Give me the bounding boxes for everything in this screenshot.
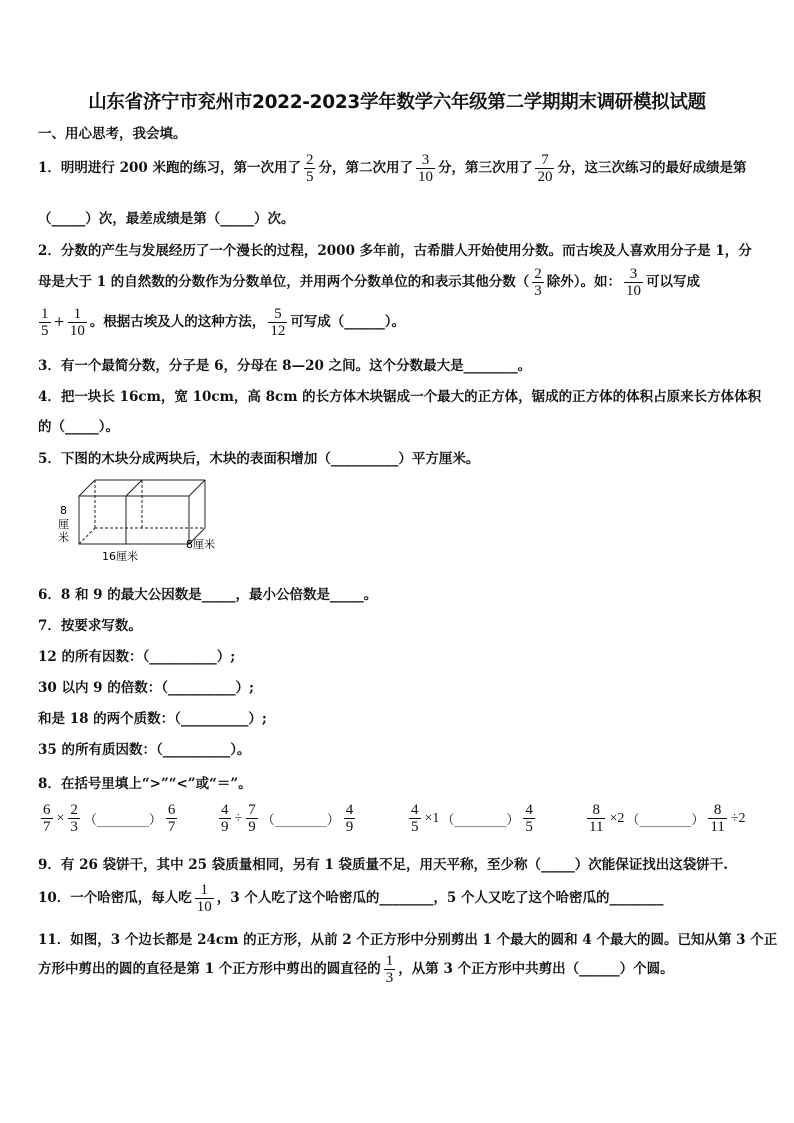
fraction: $\frac{2}{3}$ bbox=[534, 266, 542, 299]
question-11-line-1: 11．如图，3 个边长都是 24cm 的正方形，从前 2 个正方形中分别剪出 1 个最大的圆和 4 个最大的圆。已知从第 3 个正 bbox=[38, 932, 778, 948]
question-2-line-2: 母是大于 1 的自然数的分数作为分数单位，并用两个分数单位的和表示其他分数（ $\frac{2}{3}$ 除外）。如： $\frac{3}{10}$ 可以写成 bbox=[38, 266, 701, 299]
height-label: 米 bbox=[58, 531, 69, 544]
fraction: $\frac{5}{12}$ bbox=[270, 306, 286, 339]
height-label: 厘 bbox=[58, 518, 69, 531]
question-1-line-2: （_____）次，最差成绩是第（_____）次。 bbox=[38, 211, 295, 227]
fraction: $\frac{3}{10}$ bbox=[626, 266, 642, 299]
depth-label: 8厘米 bbox=[186, 538, 215, 551]
comparison-3: $\frac{4}{5}$ ×1 （________） $\frac{4}{5}$ bbox=[411, 802, 533, 835]
question-7-item: 35 的所有质因数：（__________）。 bbox=[38, 742, 251, 758]
fraction: $\frac{3}{10}$ bbox=[417, 152, 433, 185]
question-4-line-1: 4．把一块长 16cm，宽 10cm，高 8cm 的长方体木块锯成一个最大的正方体，锯成的正方体的体积占原来长方体体积 bbox=[38, 389, 762, 405]
fraction: $\frac{1}{3}$ bbox=[385, 953, 394, 986]
cuboid-figure bbox=[52, 474, 232, 566]
question-5: 5．下图的木块分成两块后，木块的表面积增加（__________）平方厘米。 bbox=[38, 451, 480, 467]
question-8-heading: 8．在括号里填上“>”“<”或“＝”。 bbox=[38, 776, 252, 792]
question-2-line-1: 2．分数的产生与发展经历了一个漫长的过程，2000 多年前，古希腊人开始使用分数。而古埃及人喜欢用分子是 1，分 bbox=[38, 243, 752, 259]
question-6: 6．8 和 9 的最大公因数是_____，最小公倍数是_____。 bbox=[38, 587, 378, 603]
question-4-line-2: 的（_____）。 bbox=[38, 419, 119, 435]
fraction: $\frac{1}{10}$ bbox=[69, 306, 85, 339]
comparison-2: $\frac{4}{9}$ ÷ $\frac{7}{9}$ （________） $\frac{4}{9}$ bbox=[221, 802, 354, 835]
question-7-item: 30 以内 9 的倍数：（__________）; bbox=[38, 680, 255, 696]
fraction: $\frac{1}{5}$ bbox=[41, 306, 49, 339]
fraction: $\frac{7}{20}$ bbox=[537, 152, 553, 185]
section-heading: 一、用心思考，我会填。 bbox=[38, 126, 187, 142]
question-2-line-3: $\frac{1}{5}$ + $\frac{1}{10}$ 。根据古埃及人的这种方法， $\frac{5}{12}$ 可写成（______）。 bbox=[41, 306, 406, 339]
question-7-item: 12 的所有因数：（__________）; bbox=[38, 649, 236, 665]
page-title: 山东省济宁市兖州市2022-2023学年数学六年级第二学期期末调研模拟试题 bbox=[88, 92, 706, 113]
fraction: $\frac{1}{10}$ bbox=[196, 882, 212, 915]
question-1-line-1: 1．明明进行 200 米跑的练习，第一次用了 $\frac{2}{5}$ 分，第二次用了 $\frac{3}{10}$ 分，第三次用了 $\frac{7}{20}$ 分，这三次练习的最好成绩是第 bbox=[38, 152, 747, 185]
question-9: 9．有 26 袋饼干，其中 25 袋质量相同，另有 1 袋质量不足，用天平称，至少称（_____）次能保证找出这袋饼干. bbox=[38, 857, 729, 873]
question-7-heading: 7．按要求写数。 bbox=[38, 618, 142, 634]
question-11-line-2: 方形中剪出的圆的直径是第 1 个正方形中剪出的圆直径的 $\frac{1}{3}$ ，从第 3 个正方形中共剪出（______）个圆。 bbox=[38, 953, 674, 986]
question-10: 10．一个哈密瓜，每人吃 $\frac{1}{10}$ ，3 个人吃了这个哈密瓜的________，5 个人又吃了这个哈密瓜的________ bbox=[38, 882, 664, 915]
comparison-4: $\frac{8}{11}$ ×2 （________） $\frac{8}{11}$ ÷2 bbox=[589, 802, 746, 835]
length-label: 16厘米 bbox=[102, 550, 138, 563]
question-7-item: 和是 18 的两个质数：（__________）; bbox=[38, 711, 267, 727]
question-3: 3．有一个最简分数，分子是 6，分母在 8—20 之间。这个分数最大是________。 bbox=[38, 358, 532, 374]
height-label: 8 bbox=[60, 504, 67, 517]
fraction: $\frac{2}{5}$ bbox=[305, 152, 314, 185]
comparison-1: $\frac{6}{7}$ × $\frac{2}{3}$ （________） $\frac{6}{7}$ bbox=[43, 802, 176, 835]
